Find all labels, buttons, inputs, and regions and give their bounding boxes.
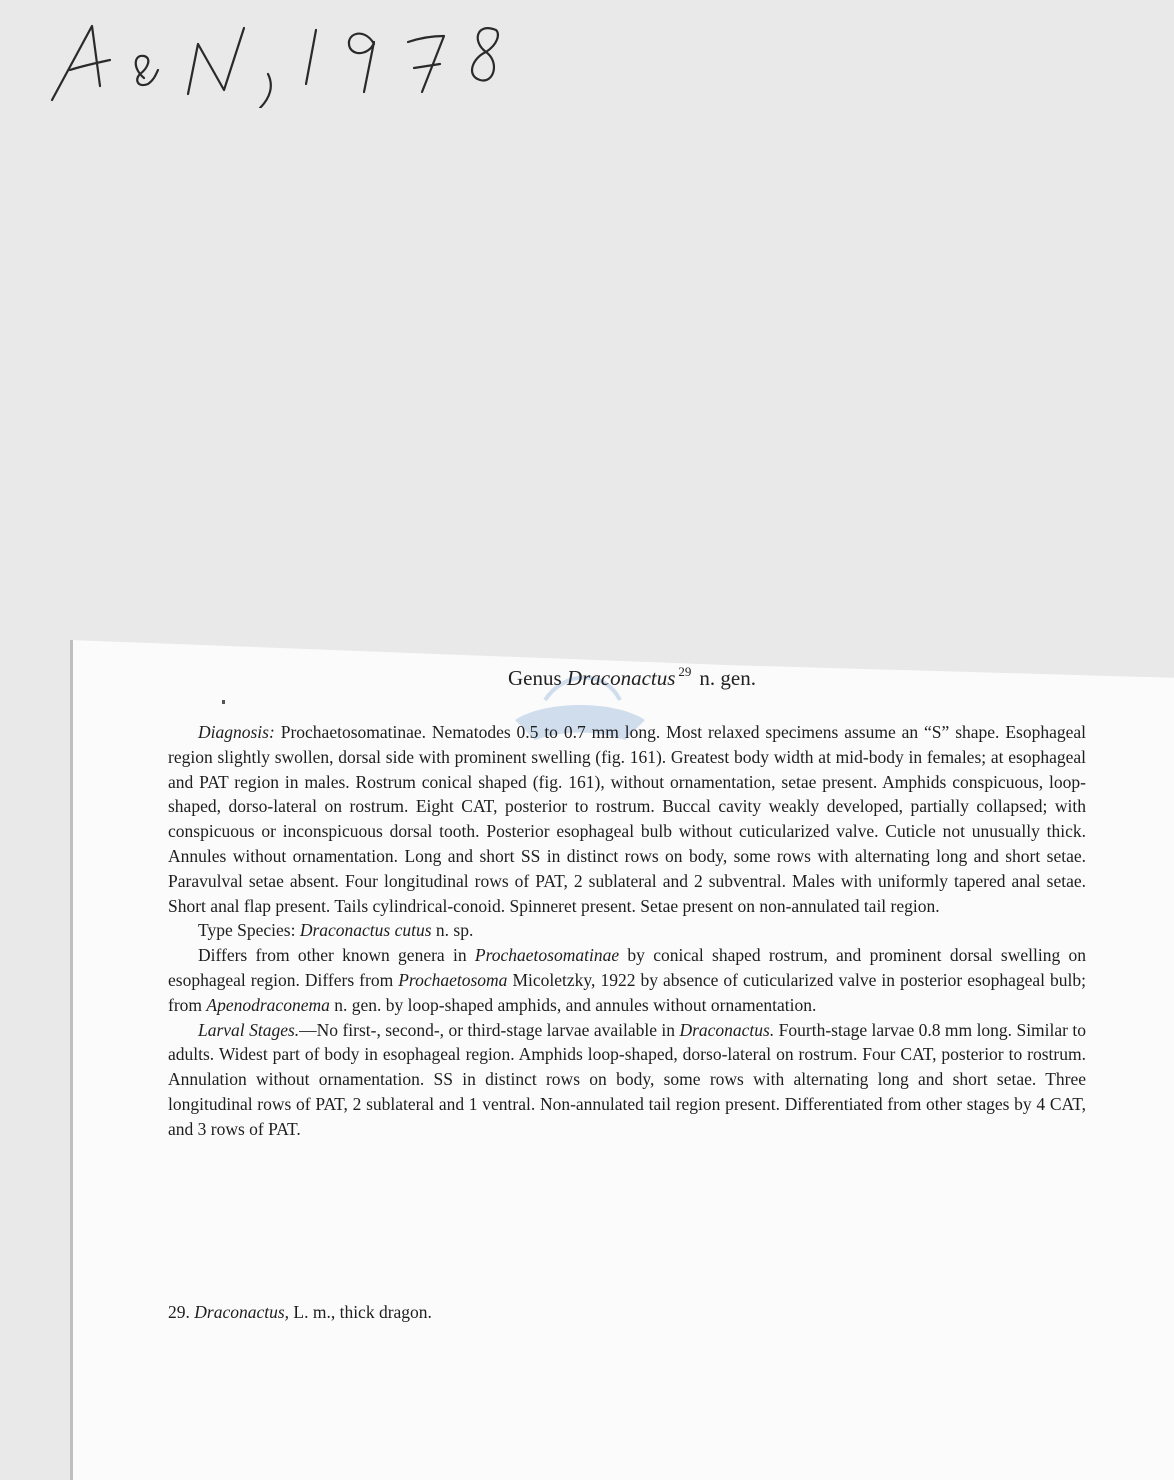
differs-taxon-2: Prochaetosoma <box>398 969 508 990</box>
genus-name: Draconactus <box>566 666 676 690</box>
larval-label: Larval Stages. <box>198 1019 300 1040</box>
footnote <box>168 1302 432 1323</box>
differs-text-1: Differs from other known genera in <box>198 945 467 966</box>
genus-title <box>0 664 1174 691</box>
differs-text-2: by conical shaped rostrum, and prominent dorsal swelling on esophageal region. Differs from <box>168 945 1087 990</box>
differs-taxon-3: Apenodraconema <box>206 994 330 1015</box>
type-species-name: Draconactus cutus <box>299 920 432 941</box>
differs-text-4: n. gen. by loop-shaped amphids, and annules without ornamentation. <box>334 994 817 1015</box>
larval-paragraph <box>168 1018 1086 1142</box>
footnote-number: 29. <box>168 1302 190 1322</box>
type-species-label: Type Species: <box>198 920 296 941</box>
differs-taxon-1: Prochaetosomatinae <box>474 945 620 966</box>
diagnosis-label: Diagnosis: <box>198 722 275 742</box>
differs-text-3: Micoletzky, 1922 by absence of cuticularized valve in posterior esophageal bulb; from <box>168 969 1087 1015</box>
handwritten-note <box>48 8 508 108</box>
larval-text-1: —No first-, second-, or third-stage larvae available in <box>299 1019 676 1040</box>
speck <box>222 700 225 704</box>
diagnosis-paragraph <box>168 720 1086 918</box>
body-text <box>168 720 1086 1142</box>
genus-suffix: n. gen. <box>699 666 756 690</box>
type-species-paragraph <box>168 918 1086 943</box>
differs-paragraph <box>168 943 1086 1017</box>
footnote-name: Draconactus, <box>194 1302 290 1322</box>
footnote-ref: 29 <box>678 664 692 679</box>
larval-text-2: Fourth-stage larvae 0.8 mm long. Similar to adults. Widest part of body in esophageal region. Amphids loop-shaped, dorso-lateral on rostrum. Four CAT, posterior to rostrum. Annulation without ornamentation. SS in distinct rows on body, some rows with alternating long and short setae. Three longitudinal rows of PAT, 2 sublateral and 1 ventral. Non-annulated tail region present. Differentiated from other stages by 4 CAT, and 3 rows of PAT. <box>168 1019 1087 1139</box>
larval-taxon: Draconactus. <box>679 1019 775 1040</box>
type-species-suffix: n. sp. <box>435 920 474 941</box>
footnote-text: L. m., thick dragon. <box>293 1302 432 1322</box>
clipping-edge <box>70 640 73 1480</box>
genus-prefix: Genus <box>508 666 562 690</box>
diagnosis-text: Prochaetosomatinae. Nematodes 0.5 to 0.7 mm long. Most relaxed specimens assume an “S” shape. Esophageal region slightly swollen, dorsal side with prominent swelling (fig. 161). Greatest body width at mid-body in females; at esophageal and PAT region in males. Rostrum conical shaped (fig. 161), without ornamentation, setae present. Amphids conspicuous, loop-shaped, dorso-lateral on rostrum. Eight CAT, posterior to rostrum. Buccal cavity weakly developed, partially collapsed; with conspicuous or inconspicuous dorsal tooth. Posterior esophageal bulb without cuticularized valve. Cuticle not unusually thick. Annules without ornamentation. Long and short SS in distinct rows on body, some rows with alternating long and short setae. Paravulval setae absent. Four longitudinal rows of PAT, 2 sublateral and 2 subventral. Males with uniformly tapered anal setae. Short anal flap present. Tails cylindrical-conoid. Spinneret present. Setae present on non-annulated tail region. <box>168 722 1087 916</box>
